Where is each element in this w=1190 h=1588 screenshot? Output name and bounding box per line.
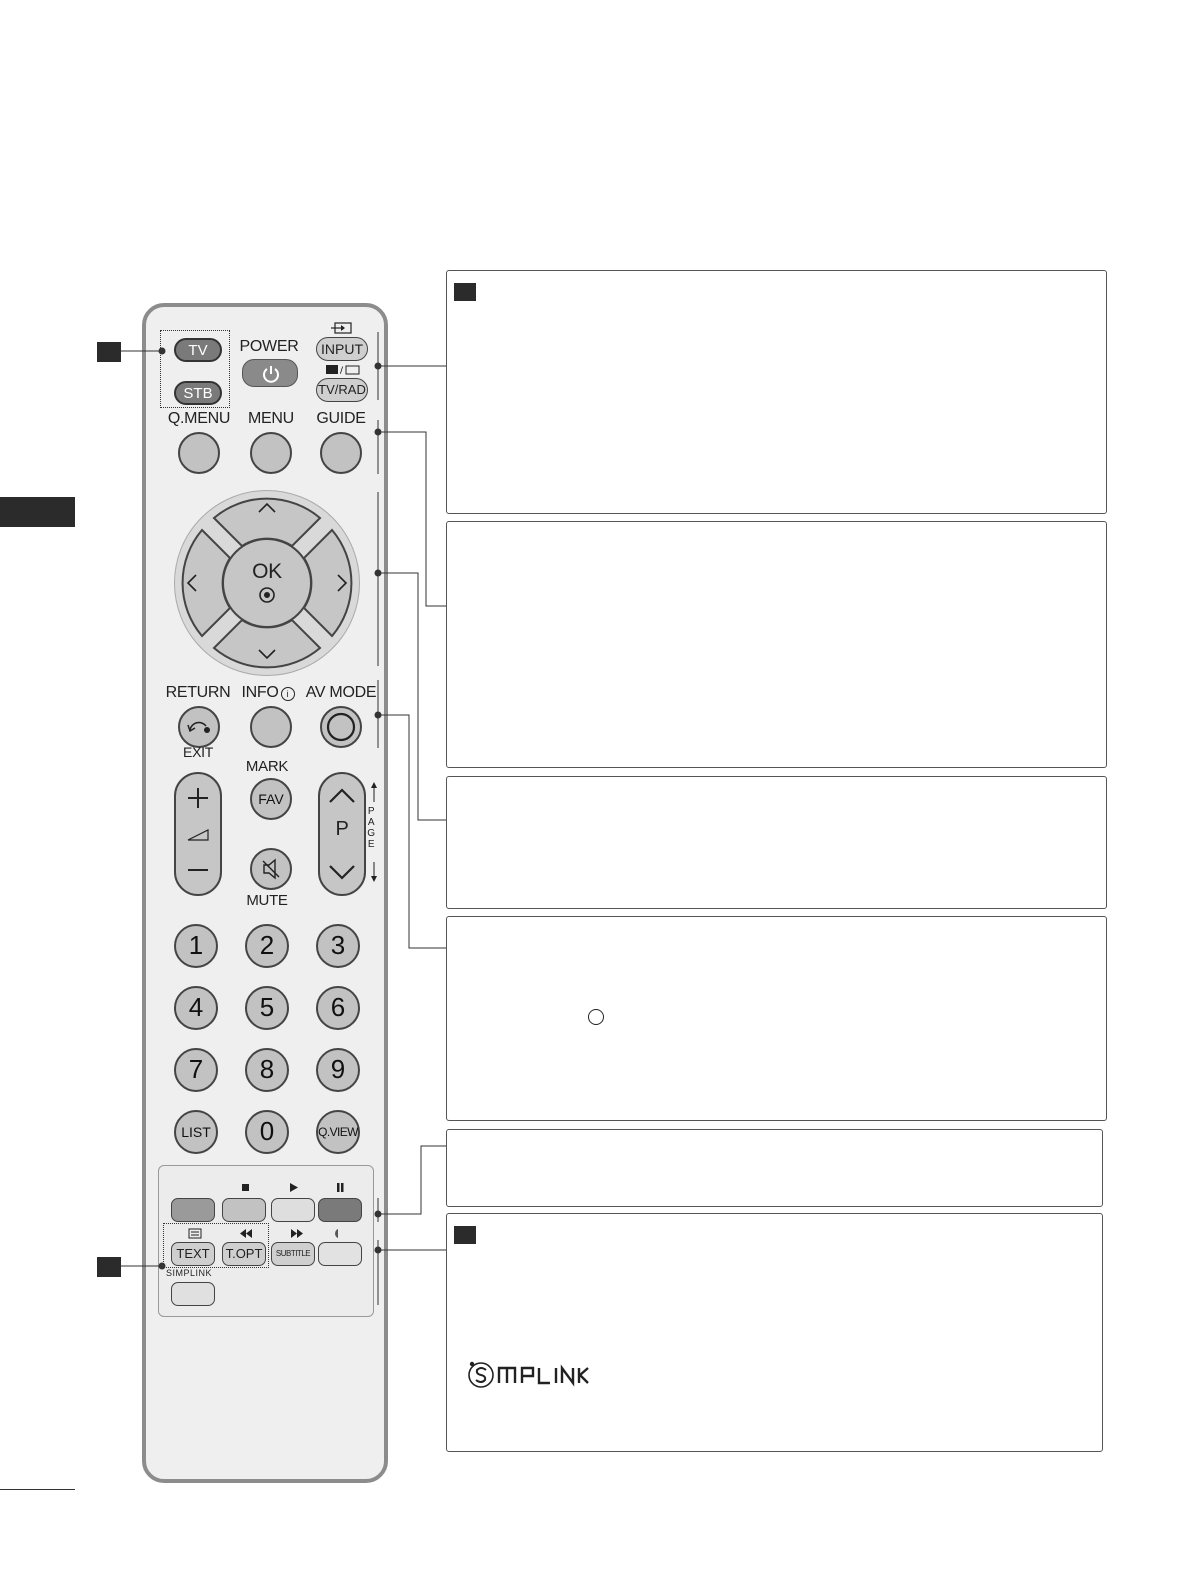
number-7-button[interactable]: 7 xyxy=(174,1048,218,1092)
guide-label: GUIDE xyxy=(316,410,366,427)
ok-label: OK xyxy=(252,560,282,583)
input-button[interactable]: INPUT xyxy=(316,337,368,361)
info-icon: i xyxy=(281,687,295,701)
number-6-button[interactable]: 6 xyxy=(316,986,360,1030)
topt-button[interactable]: T.OPT xyxy=(222,1242,266,1266)
mute-label: MUTE xyxy=(246,892,288,909)
page-label: PAGE xyxy=(367,806,375,850)
av-mode-label: AV MODE xyxy=(305,684,377,701)
tv-rad-button[interactable]: TV/RAD xyxy=(316,378,368,402)
qmenu-label: Q.MENU xyxy=(167,410,231,427)
number-8-button[interactable]: 8 xyxy=(245,1048,289,1092)
info-text: INFO xyxy=(241,684,279,701)
subtitle-button[interactable]: SUBTITLE xyxy=(271,1242,315,1266)
simplink-label: SIMPLINK xyxy=(166,1268,213,1278)
svg-text:/: / xyxy=(340,366,344,375)
menu-label: MENU xyxy=(248,410,294,427)
exit-label: EXIT xyxy=(183,744,213,760)
fav-button[interactable]: FAV xyxy=(250,778,292,820)
number-5-button[interactable]: 5 xyxy=(245,986,289,1030)
mark-label: MARK xyxy=(245,758,289,775)
number-2-button[interactable]: 2 xyxy=(245,924,289,968)
number-4-button[interactable]: 4 xyxy=(174,986,218,1030)
power-label: POWER xyxy=(239,338,299,355)
number-1-button[interactable]: 1 xyxy=(174,924,218,968)
program-label: P xyxy=(335,818,349,840)
return-label: RETURN xyxy=(165,684,231,701)
tv-button[interactable]: TV xyxy=(174,338,222,362)
stb-button[interactable]: STB xyxy=(174,381,222,405)
number-3-button[interactable]: 3 xyxy=(316,924,360,968)
list-button[interactable]: LIST xyxy=(174,1110,218,1154)
number-9-button[interactable]: 9 xyxy=(316,1048,360,1092)
qview-button[interactable]: Q.VIEW xyxy=(316,1110,360,1154)
number-0-button[interactable]: 0 xyxy=(245,1110,289,1154)
text-button[interactable]: TEXT xyxy=(171,1242,215,1266)
